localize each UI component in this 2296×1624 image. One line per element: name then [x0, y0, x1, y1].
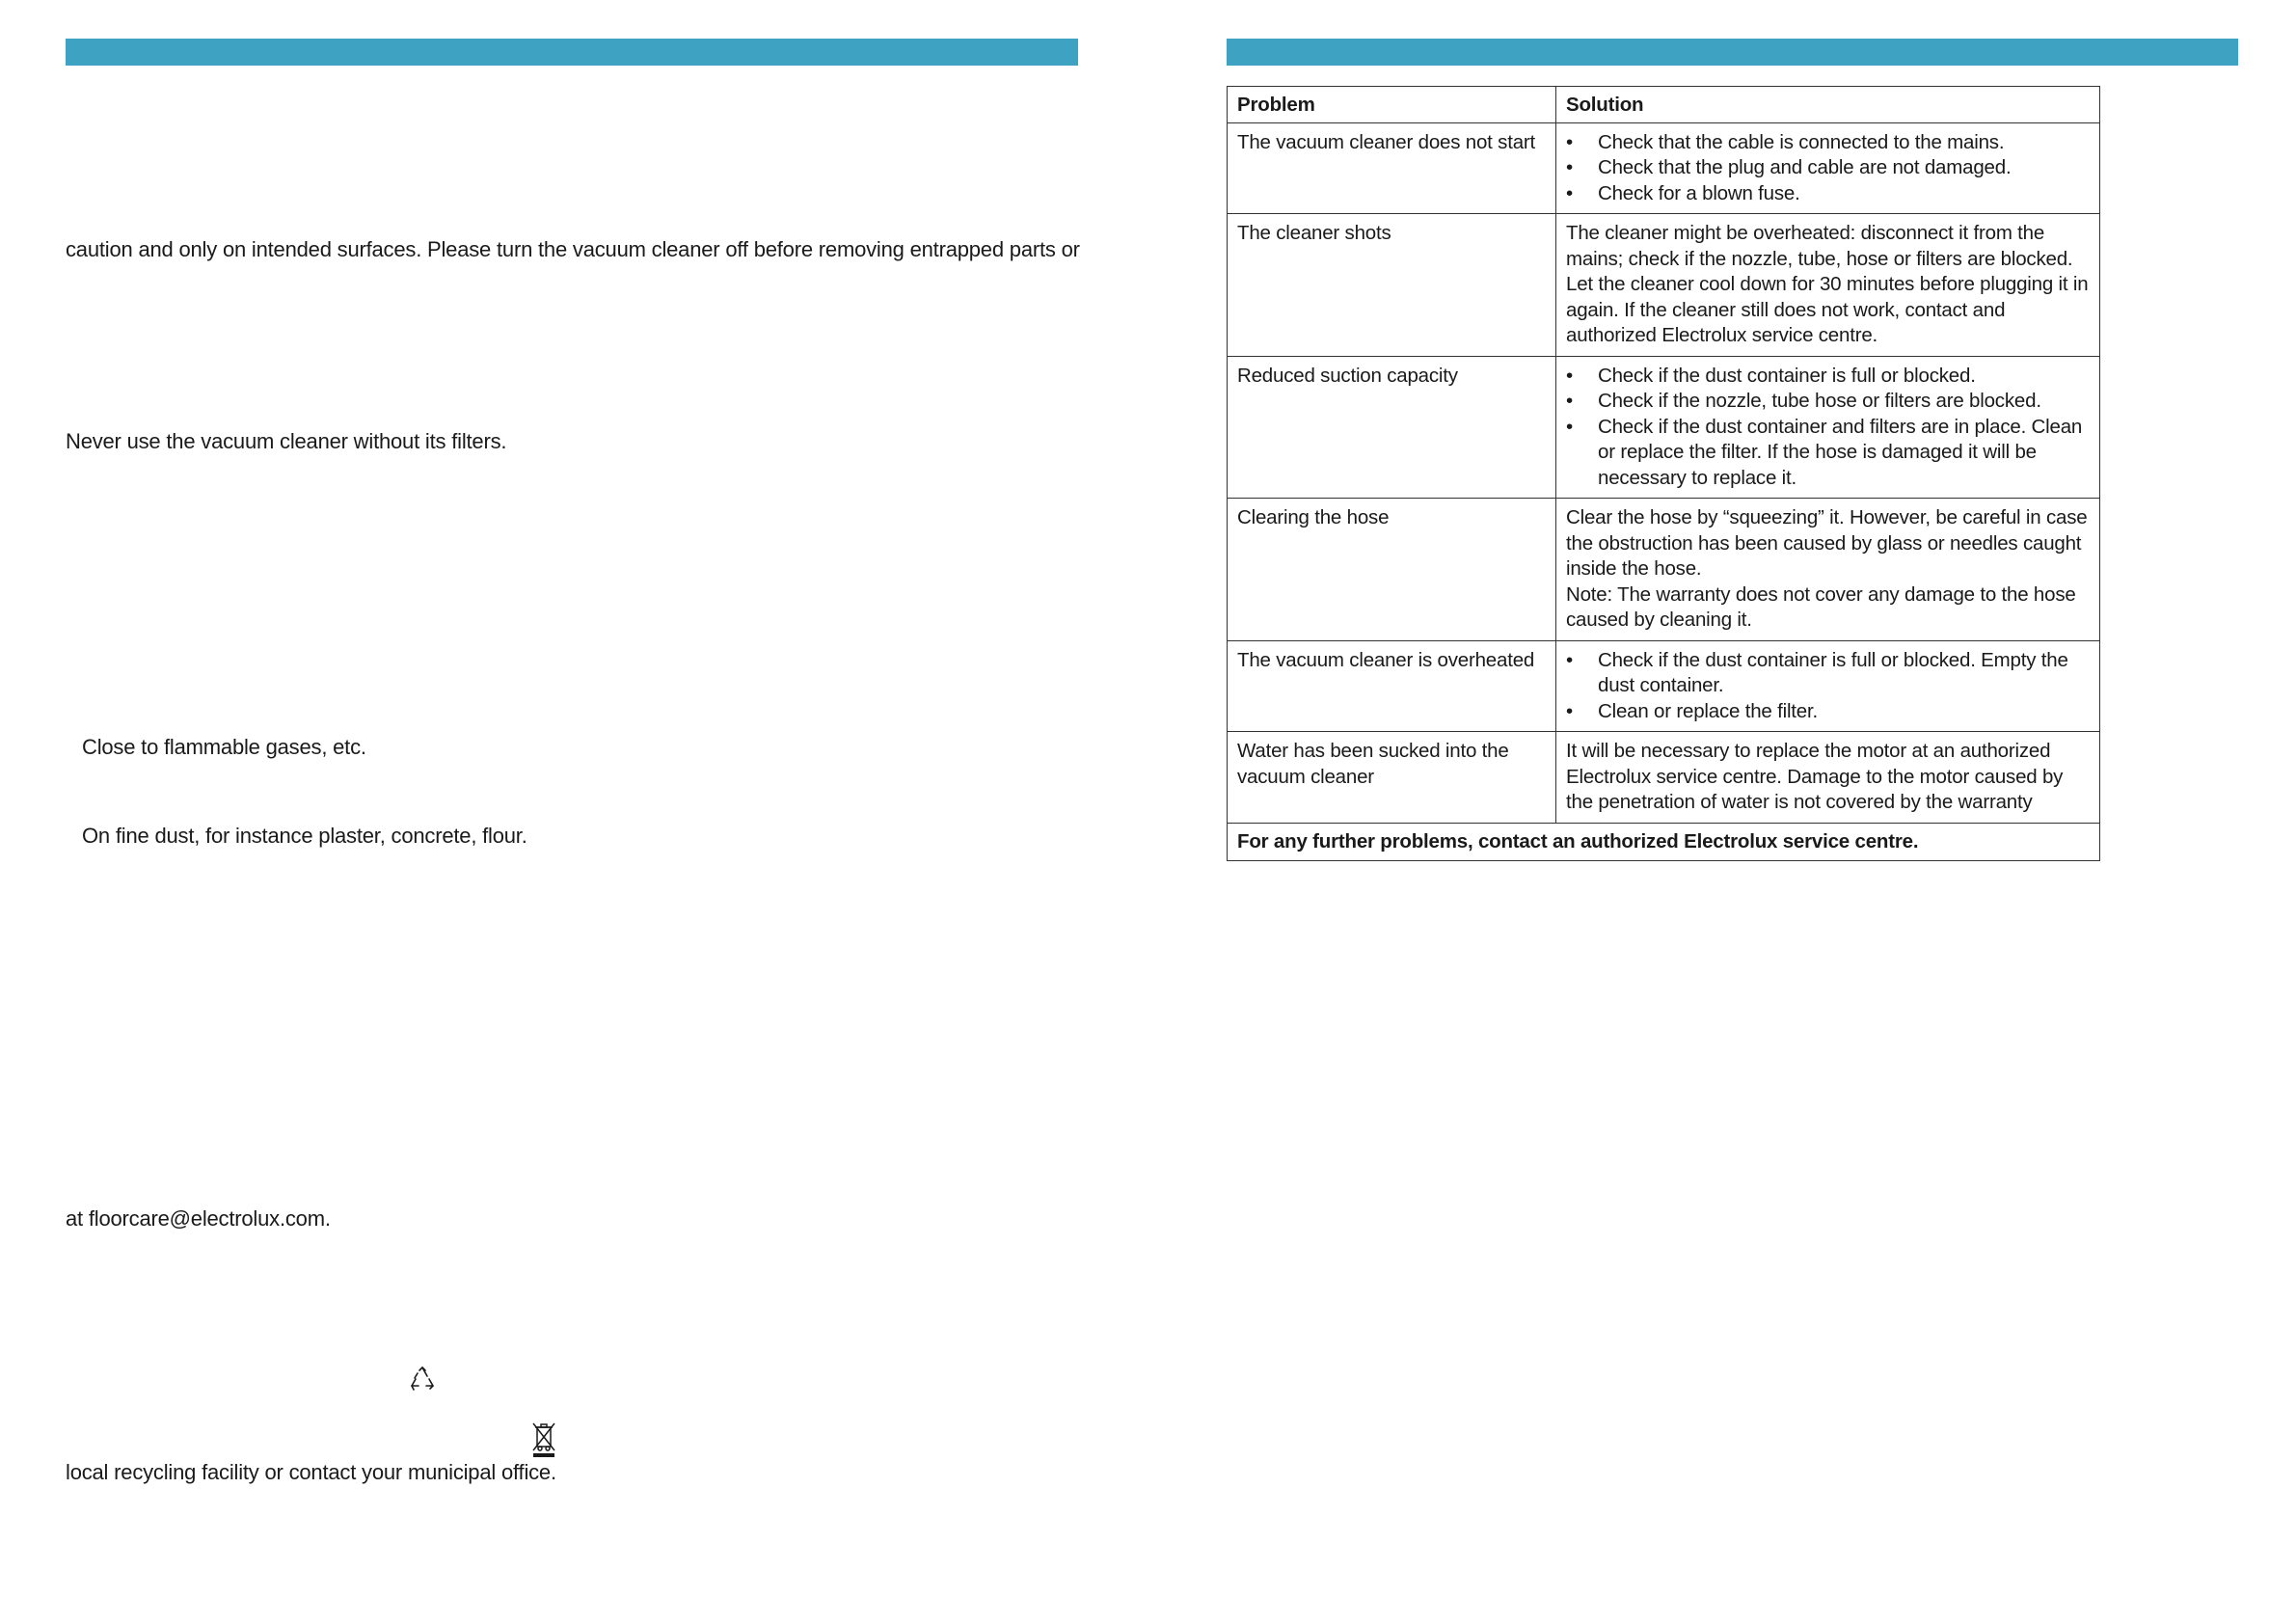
- left-paragraph-fine-dust: On fine dust, for instance plaster, concrete, flour.: [82, 824, 527, 848]
- table-row: [1228, 499, 2100, 641]
- solution-bullet: • Check if the nozzle, tube hose or filters are blocked.: [1566, 389, 2090, 415]
- solution-cell: [1556, 356, 2100, 499]
- recycle-icon: [409, 1366, 436, 1393]
- problem-cell: Clearing the hose: [1228, 499, 1556, 641]
- left-header-bar: [66, 39, 1078, 66]
- problem-cell: The cleaner shots: [1228, 214, 1556, 357]
- table-header-row: [1228, 87, 2100, 123]
- troubleshooting-table: [1227, 86, 2100, 861]
- table-row: [1228, 122, 2100, 214]
- header-solution: Solution: [1556, 87, 2100, 123]
- left-paragraph-filters: Never use the vacuum cleaner without its filters.: [66, 429, 507, 453]
- problem-cell: The vacuum cleaner is overheated: [1228, 640, 1556, 732]
- solution-bullet: • Check if the dust container is full or blocked.: [1566, 364, 2090, 390]
- header-problem: Problem: [1228, 87, 1556, 123]
- left-paragraph-caution: caution and only on intended surfaces. Please turn the vacuum cleaner off before removing entrapped parts or: [66, 237, 1080, 261]
- solution-cell: It will be necessary to replace the motor at an authorized Electrolux service centre. Damage to the motor caused by the penetration of water is not covered by the warranty: [1556, 732, 2100, 824]
- left-paragraph-flammable: Close to flammable gases, etc.: [82, 735, 366, 759]
- right-header-bar: [1227, 39, 2238, 66]
- table-row: [1228, 214, 2100, 357]
- solution-cell: [1556, 122, 2100, 214]
- left-paragraph-recycling: local recycling facility or contact your municipal office.: [66, 1460, 556, 1484]
- table-footer-row: [1228, 823, 2100, 861]
- problem-cell: The vacuum cleaner does not start: [1228, 122, 1556, 214]
- solution-bullet: • Check for a blown fuse.: [1566, 181, 2090, 207]
- solution-cell: The cleaner might be overheated: disconnect it from the mains; check if the nozzle, tube, hose or filters are blocked. Let the cleaner cool down for 30 minutes before plugging it in again. If the cleaner still does not work, contact and authorized Electrolux service centre.: [1556, 214, 2100, 357]
- table-row: [1228, 356, 2100, 499]
- solution-cell: [1556, 640, 2100, 732]
- solution-bullet: • Check if the dust container is full or blocked. Empty the dust container.: [1566, 648, 2090, 699]
- table-row: [1228, 732, 2100, 824]
- solution-cell: Clear the hose by “squeezing” it. However, be careful in case the obstruction has been caused by glass or needles caught inside the hose. Note: The warranty does not cover any damage to the hose caused by cleaning it.: [1556, 499, 2100, 641]
- table-row: [1228, 640, 2100, 732]
- table-footer-note: For any further problems, contact an authorized Electrolux service centre.: [1228, 823, 2100, 861]
- solution-bullet: • Check if the dust container and filters are in place. Clean or replace the filter. If the hose is damaged it will be necessary to replace it.: [1566, 415, 2090, 492]
- problem-cell: Water has been sucked into the vacuum cleaner: [1228, 732, 1556, 824]
- solution-bullet: • Clean or replace the filter.: [1566, 699, 2090, 725]
- solution-bullet: • Check that the cable is connected to the mains.: [1566, 130, 2090, 156]
- left-paragraph-email: at floorcare@electrolux.com.: [66, 1206, 331, 1231]
- weee-crossed-bin-icon: [530, 1420, 557, 1458]
- problem-cell: Reduced suction capacity: [1228, 356, 1556, 499]
- solution-bullet: • Check that the plug and cable are not damaged.: [1566, 155, 2090, 181]
